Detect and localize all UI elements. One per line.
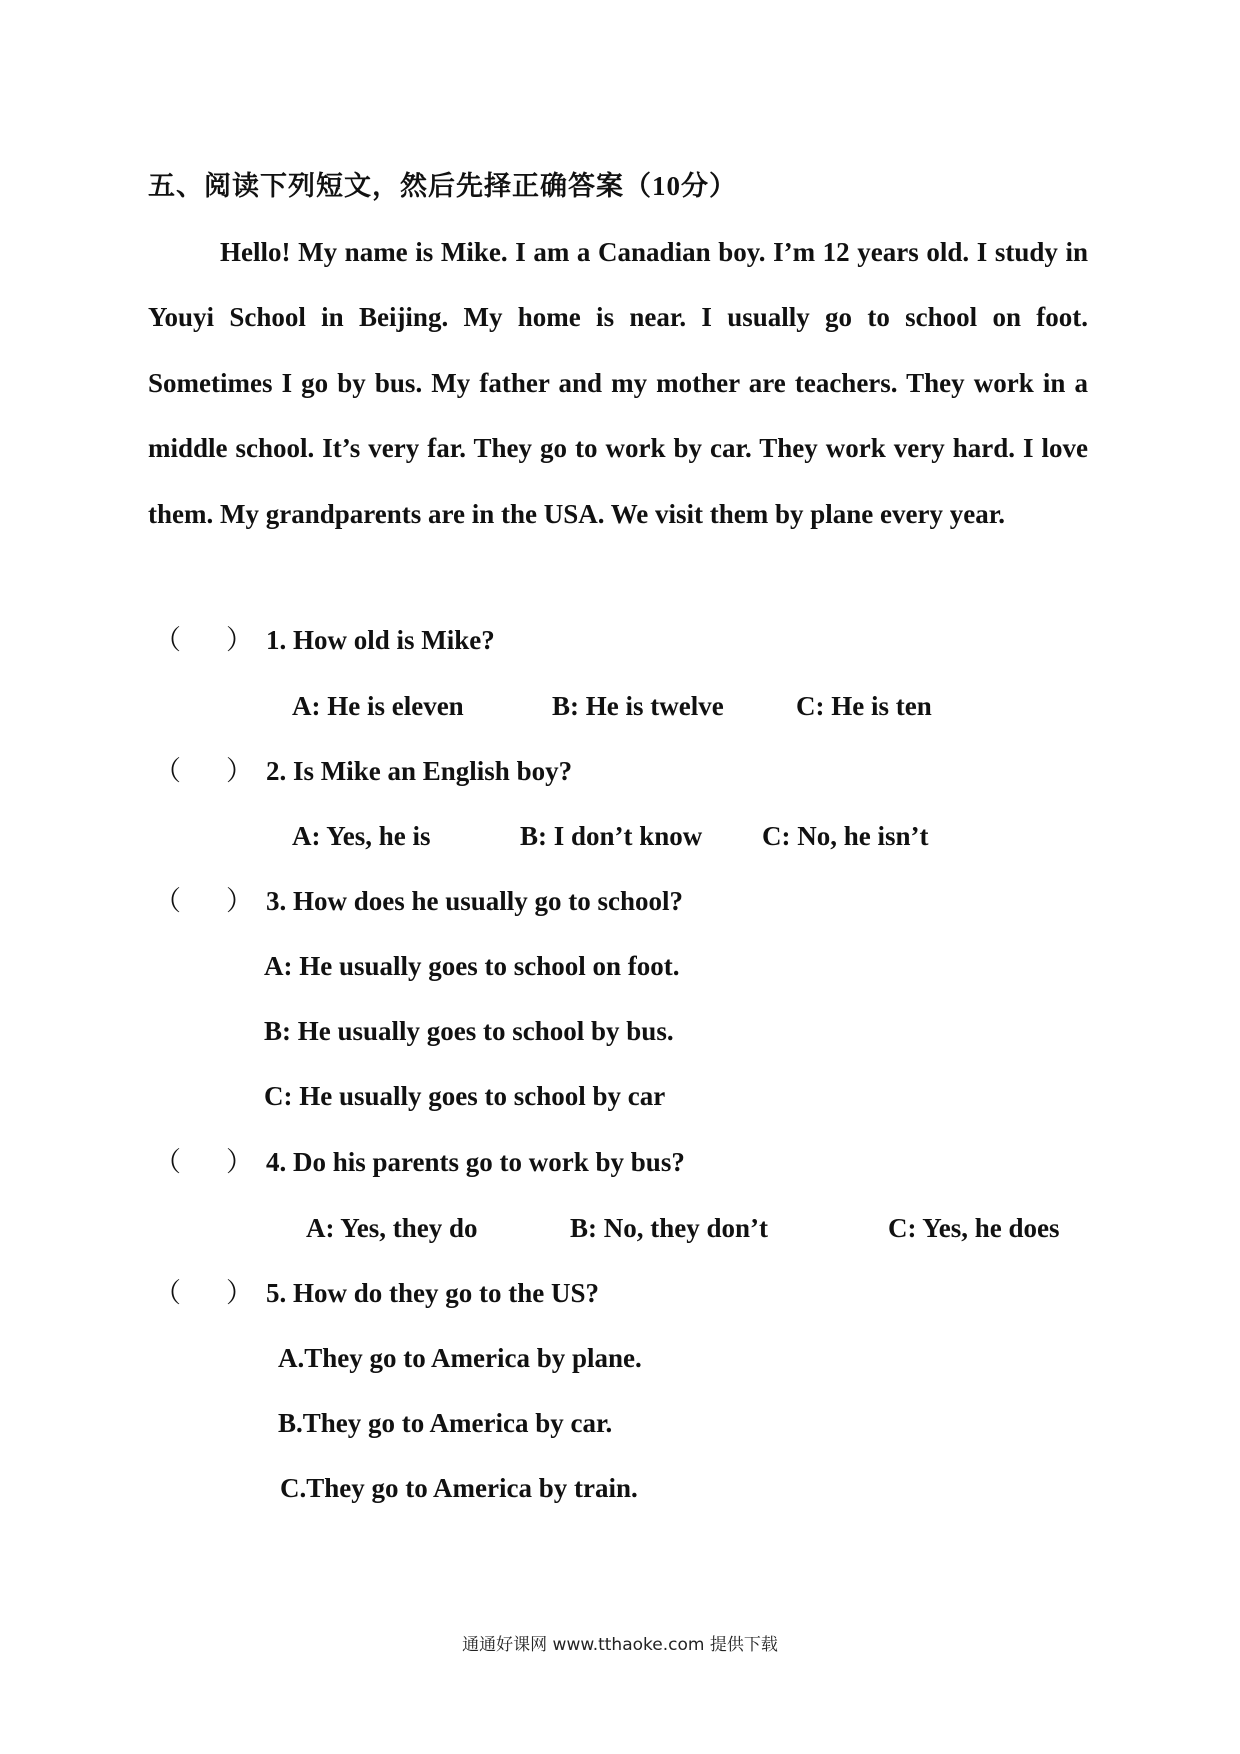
question-text: 1. How old is Mike? [266,625,495,655]
reading-passage: Hello! My name is Mike. I am a Canadian boy. I’m 12 years old. I study in Youyi School in Beijing. My home is near. I usually go to school on foot. Sometimes I go by bus. My father and my mother are teachers. They work in a middle school. It’s very far. They go to work by car. They work very hard. I love them. My grandparents are in the USA. We visit them by plane every year. [148,237,1088,529]
option-c: C: No, he isn’t [762,821,929,851]
question-text: 3. How does he usually go to school? [266,886,684,916]
answer-close-paren: ） [226,625,253,655]
option-a: A: Yes, he is [292,821,431,851]
answer-close-paren: ） [226,1278,253,1308]
option-c: C: Yes, he does [888,1213,1060,1243]
download-footer: 通通好课网 www.tthaoke.com 提供下载 [462,1635,778,1655]
question-text: 2. Is Mike an English boy? [266,756,573,786]
answer-open-paren: （ [154,756,181,786]
option-a: A: He usually goes to school on foot. [264,951,680,981]
option-c: C: He usually goes to school by car [264,1081,666,1111]
option-b: B: He usually goes to school by bus. [264,1016,674,1046]
answer-open-paren: （ [154,1147,181,1177]
question-text: 4. Do his parents go to work by bus? [266,1147,685,1177]
answer-close-paren: ） [226,886,253,916]
option-b: B: No, they don’t [570,1213,769,1243]
answer-close-paren: ） [226,1147,253,1177]
answer-open-paren: （ [154,886,181,916]
option-a: A: Yes, they do [306,1213,478,1243]
option-a: A.They go to America by plane. [278,1343,642,1373]
section-heading: 五、阅读下列短文，然后先择正确答案（10分） [148,171,737,201]
option-c: C.They go to America by train. [280,1473,638,1503]
answer-close-paren: ） [226,756,253,786]
option-a: A: He is eleven [292,691,464,721]
option-b: B: I don’t know [520,821,703,851]
question-text: 5. How do they go to the US? [266,1278,600,1308]
option-b: B: He is twelve [552,691,724,721]
option-b: B.They go to America by car. [278,1408,613,1438]
answer-open-paren: （ [154,1278,181,1308]
option-c: C: He is ten [796,691,932,721]
answer-open-paren: （ [154,625,181,655]
